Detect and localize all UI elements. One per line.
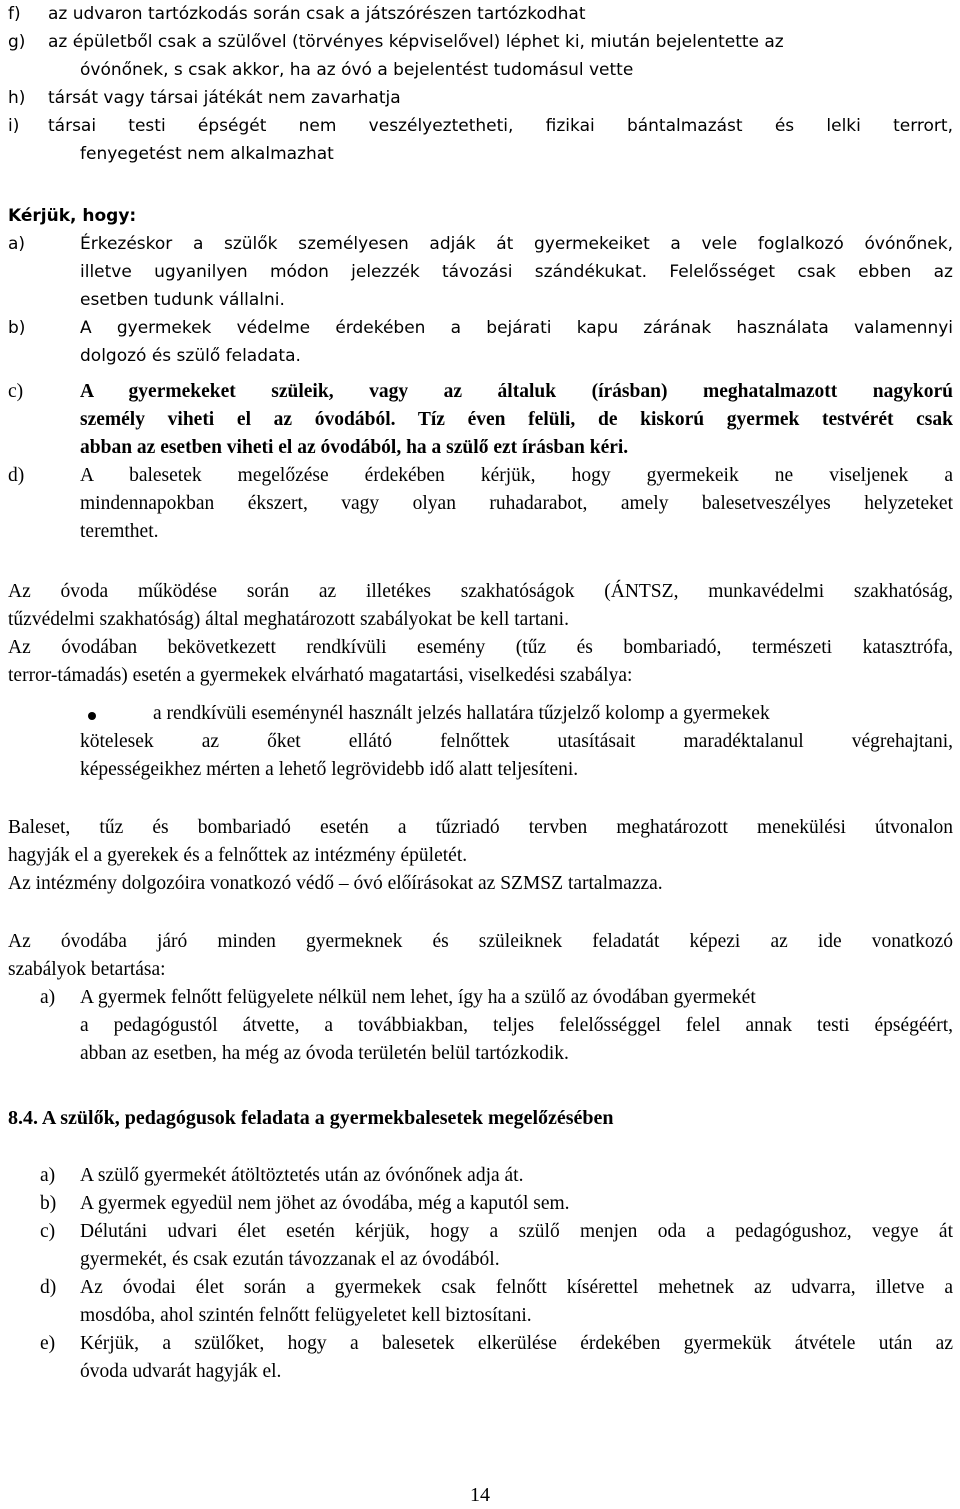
list-item: [8, 0, 953, 28]
list-item: [8, 984, 953, 1012]
item-text: illetve ugyanilyen módon jelezzék távozási szándékukat. Felelősséget csak ebben az: [80, 262, 953, 282]
bullet-icon: [88, 712, 96, 720]
item-label: a): [40, 1165, 56, 1186]
item-label: a): [40, 987, 56, 1008]
item-text: A balesetek megelőzése érdekében kérjük, hogy gyermekeik ne viseljenek a: [80, 465, 953, 486]
item-text: óvónőnek, s csak akkor, ha az óvó a bejelentést tudomásul vette: [80, 60, 634, 80]
item-text: Az óvodai élet során a gyermekek csak felnőtt kísérettel mehetnek az udvarra, illetve a: [80, 1277, 953, 1298]
paragraph-evacuation: [8, 814, 953, 898]
list-item-cont: [8, 342, 953, 370]
bullet-cont: [8, 728, 953, 756]
item-text: társai testi épségét nem veszélyeztetheti, fizikai bántalmazást és lelki terrort,: [48, 116, 953, 136]
list-item-cont: [8, 406, 953, 434]
item-text: Érkezéskor a szülők személyesen adják át gyermekeiket a vele foglalkozó óvónőnek,: [80, 234, 953, 254]
text-line: Az óvoda működése során az illetékes szakhatóságok (ÁNTSZ, munkavédelmi szakhatóság,: [8, 581, 953, 602]
item-label: e): [40, 1333, 56, 1354]
rules-list: [8, 0, 953, 168]
list-item-cont: [8, 140, 953, 168]
item-label: f): [8, 4, 21, 24]
bullet-item: [8, 700, 953, 728]
list-item: [8, 462, 953, 490]
item-text: az udvaron tartózkodás során csak a játszórészen tartózkodhat: [48, 4, 586, 24]
section-title: A szülők, pedagógusok feladata a gyermekbalesetek megelőzésében: [41, 1107, 614, 1129]
list-item: [8, 1162, 953, 1190]
list-item-cont: [8, 490, 953, 518]
bullet-block: [8, 700, 953, 784]
list-item-cont: [8, 1302, 953, 1330]
item-text: gyermekét, és csak ezután távozzanak el az óvodából.: [80, 1249, 500, 1270]
item-label: i): [8, 116, 20, 136]
kerjuk-block: [8, 202, 953, 370]
list-item: [8, 28, 953, 56]
list-item: [8, 1274, 953, 1302]
list-item-cont: [8, 518, 953, 546]
section-number: 8.4.: [8, 1107, 38, 1129]
item-text: mindennapokban ékszert, vagy olyan ruhadarabot, amely balesetveszélyes helyzeteket: [80, 493, 953, 514]
item-text: Délutáni udvari élet esetén kérjük, hogy a szülő menjen oda a pedagógushoz, vegye át: [80, 1221, 953, 1242]
list-item: [8, 84, 953, 112]
text-line: Az intézmény dolgozóira vonatkozó védő – óvó előírásokat az SZMSZ tartalmazza.: [8, 873, 663, 894]
item-text: kötelesek az őket ellátó felnőttek utasításait maradéktalanul végrehajtani,: [80, 731, 953, 752]
item-text: esetben tudunk vállalni.: [80, 290, 285, 310]
item-label: b): [8, 318, 26, 338]
item-label: b): [40, 1193, 57, 1214]
list-item: [8, 314, 953, 342]
section-list: [8, 1162, 953, 1386]
item-label: g): [8, 32, 26, 52]
item-text: képességeikhez mérten a lehető legrövidebb idő alatt teljesíteni.: [80, 759, 579, 780]
section-heading: [8, 1104, 614, 1132]
item-text: abban az esetben, ha még az óvoda területén belül tartózkodik.: [80, 1043, 569, 1064]
text-line: szabályok betartása:: [8, 959, 166, 980]
list-item-cont: [8, 434, 953, 462]
page-number: 14: [470, 1484, 490, 1506]
list-item-cont: [8, 1358, 953, 1386]
item-text: óvoda udvarát hagyják el.: [80, 1361, 282, 1382]
heading-text: Kérjük, hogy:: [8, 206, 137, 226]
item-text: személy viheti el az óvodából. Tíz éven felüli, de kiskorú gyermek testvérét csak: [80, 409, 953, 430]
item-text: Kérjük, a szülőket, hogy a balesetek elkerülése érdekében gyermekük átvétele után az: [80, 1333, 953, 1354]
item-text: a rendkívüli eseménynél használt jelzés hallatára tűzjelző kolomp a gyermekek: [153, 703, 770, 724]
item-label: d): [40, 1277, 57, 1298]
text-line: tűzvédelmi szakhatóság) által meghatározott szabályokat be kell tartani.: [8, 609, 569, 630]
text-line: Baleset, tűz és bombariadó esetén a tűzriadó tervben meghatározott menekülési útvonalon: [8, 817, 953, 838]
text-line: hagyják el a gyerekek és a felnőttek az intézmény épületét.: [8, 845, 468, 866]
list-item-cont: [8, 1012, 953, 1040]
item-label: c): [8, 381, 24, 402]
item-text: a pedagógustól átvette, a továbbiakban, teljes felelősséggel felel annak testi épségéért,: [80, 1015, 953, 1036]
list-item: [8, 1190, 953, 1218]
kerjuk-heading: [8, 202, 953, 230]
item-text: társát vagy társai játékát nem zavarhatja: [48, 88, 401, 108]
list-item-cont: [8, 258, 953, 286]
list-item: [8, 230, 953, 258]
item-text: A gyermek egyedül nem jöhet az óvodába, még a kaputól sem.: [80, 1193, 570, 1214]
kerjuk-c-block: [8, 378, 953, 546]
list-item-cont: [8, 1246, 953, 1274]
list-item: [8, 1330, 953, 1358]
text-line: Az óvodába járó minden gyermeknek és szüleiknek feladatát képezi az ide vonatkozó: [8, 931, 953, 952]
paragraph-regulations: [8, 578, 953, 690]
item-text: A gyermek felnőtt felügyelete nélkül nem lehet, így ha a szülő az óvodában gyermekét: [80, 987, 756, 1008]
bullet-cont: [8, 756, 953, 784]
list-item: [8, 112, 953, 140]
item-text: fenyegetést nem alkalmazhat: [80, 144, 334, 164]
item-label: a): [8, 234, 26, 254]
list-item: [8, 378, 953, 406]
list-item: [8, 1218, 953, 1246]
list-item-cont: [8, 286, 953, 314]
item-label: h): [8, 88, 26, 108]
text-line: terror-támadás) esetén a gyermekek elvárható magatartási, viselkedési szabálya:: [8, 665, 633, 686]
list-item-cont: [8, 1040, 953, 1068]
text-line: Az óvodában bekövetkezett rendkívüli esemény (tűz és bombariadó, természeti katasztrófa,: [8, 637, 953, 658]
item-label: c): [40, 1221, 56, 1242]
list-item-cont: [8, 56, 953, 84]
item-text: mosdóba, ahol szintén felnőtt felügyeletet kell biztosítani.: [80, 1305, 532, 1326]
item-text: az épületből csak a szülővel (törvényes képviselővel) léphet ki, miután bejelentette az: [48, 32, 784, 52]
item-text: abban az esetben viheti el az óvodából, ha a szülő ezt írásban kéri.: [80, 437, 629, 458]
item-text: dolgozó és szülő feladata.: [80, 346, 301, 366]
item-text: teremthet.: [80, 521, 159, 542]
item-label: d): [8, 465, 25, 486]
item-text: A szülő gyermekét átöltöztetés után az óvónőnek adja át.: [80, 1165, 524, 1186]
paragraph-rules: [8, 928, 953, 1068]
item-text: A gyermekeket szüleik, vagy az általuk (írásban) meghatalmazott nagykorú: [80, 381, 953, 402]
item-text: A gyermekek védelme érdekében a bejárati kapu zárának használata valamennyi: [80, 318, 953, 338]
